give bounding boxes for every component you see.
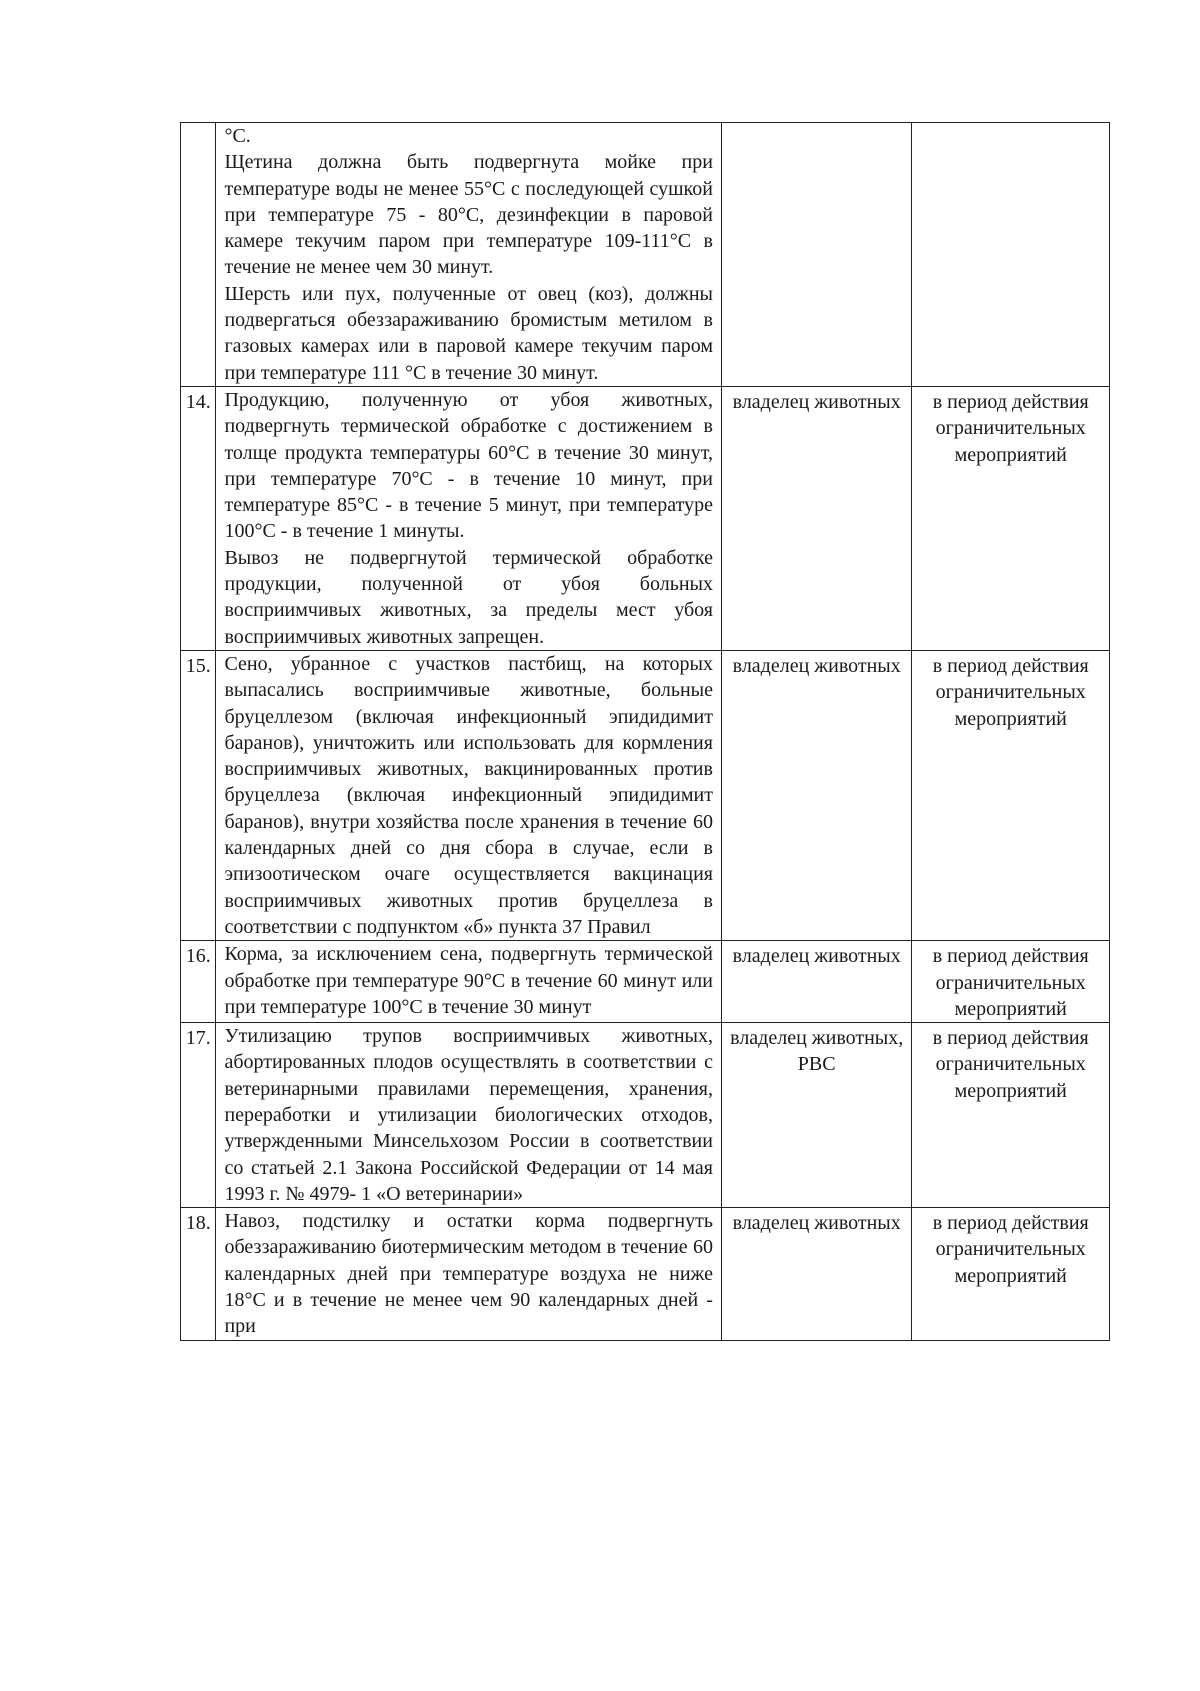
- row-number: 17.: [185, 1027, 211, 1050]
- row-number: 15.: [185, 654, 211, 677]
- responsible-text: [722, 123, 911, 125]
- responsible-text: владелец животных: [732, 654, 901, 677]
- table-row: [181, 386, 1110, 650]
- measure-paragraph: Продукцию, полученную от убоя животных, подвергнуть термической обработке с достижением в толще продукта температуры 60°С в течение 30 минут, при температуре 70°С - в течение 10 минут, при температуре 85°С - в течение 5 минут, при температуре 100°С - в течение 1 минуты.: [224, 388, 713, 543]
- measure-paragraph: Сено, убранное с участков пастбищ, на которых выпасались восприимчивые животные, больные бруцеллезом (включая инфекционный эпидидимит баранов), уничтожить или использовать для кормления восприимчивых животных, вакцинированных против бруцеллеза (включая инфекционный эпидидимит баранов), внутри хозяйства после хранения в течение 60 календарных дней со дня сбора в случае, если в эпизоотическом очаге осуществляется вакцинация восприимчивых животных против бруцеллеза в соответствии с подпунктом «б» пункта 37 Правил: [224, 652, 713, 938]
- row-number-cell: [181, 386, 216, 650]
- row-number: [181, 123, 215, 125]
- responsible-text: владелец животных, РВС: [730, 1027, 904, 1076]
- table-row: [181, 1208, 1110, 1340]
- table-row: [181, 123, 1110, 387]
- measure-cell: [216, 941, 722, 1023]
- responsible-text: владелец животных: [732, 945, 901, 968]
- measure-cell: [216, 1023, 722, 1208]
- row-number-cell: [181, 1023, 216, 1208]
- responsible-text: владелец животных: [732, 390, 901, 413]
- period-text: в период действия ограничительных мероприятий: [932, 390, 1089, 466]
- measure-paragraph: Навоз, подстилку и остатки корма подвергнуть обеззараживанию биотермическим методом в течение 60 календарных дней при температуре воздуха не ниже 18°С и в течение не менее чем 90 календарных дней - при: [224, 1210, 713, 1338]
- measures-table: [180, 122, 1110, 1341]
- period-cell: [912, 1208, 1110, 1340]
- measure-cell: [216, 650, 722, 940]
- responsible-text: владелец животных: [732, 1212, 901, 1235]
- measure-paragraph: Вывоз не подвергнутой термической обработке продукции, полученной от убоя больных восприимчивых животных, за пределы мест убоя восприимчивых животных запрещен.: [224, 546, 713, 648]
- row-number: 18.: [185, 1212, 211, 1235]
- row-number-cell: [181, 941, 216, 1023]
- measure-cell: [216, 1208, 722, 1340]
- table-row: [181, 1023, 1110, 1208]
- measure-paragraph: Шерсть или пух, полученные от овец (коз), должны подвергаться обеззараживанию бромистым метилом в газовых камерах или в паровой камере текучим паром при температуре 111 °С в течение 30 минут.: [224, 282, 713, 384]
- period-text: в период действия ограничительных мероприятий: [932, 1027, 1089, 1102]
- period-cell: [912, 386, 1110, 650]
- measure-paragraph: Утилизацию трупов восприимчивых животных, абортированных плодов осуществлять в соответствии с ветеринарными правилами перемещения, хранения, переработки и утилизации биологических отходов, утвержденными Минсельхозом России в соответствии со статьей 2.1 Закона Российской Федерации от 14 мая 1993 г. № 4979- 1 «О ветеринарии»: [224, 1025, 713, 1205]
- table-row: [181, 650, 1110, 940]
- period-cell: [912, 123, 1110, 387]
- row-number: 14.: [185, 390, 211, 413]
- responsible-cell: [721, 1023, 911, 1208]
- responsible-cell: [721, 650, 911, 940]
- measure-cell: [216, 386, 722, 650]
- table-row: [181, 941, 1110, 1023]
- measure-paragraph: Щетина должна быть подвергнута мойке при температуре воды не менее 55°С с последующей сушкой при температуре 75 - 80°С, дезинфекции в паровой камере текучим паром при температуре 109-111°С в течение не менее чем 30 минут.: [224, 151, 713, 279]
- responsible-cell: [721, 1208, 911, 1340]
- responsible-cell: [721, 123, 911, 387]
- period-text: в период действия ограничительных мероприятий: [932, 1212, 1089, 1287]
- measure-paragraph: Корма, за исключением сена, подвергнуть термической обработке при температуре 90°С в течение 60 минут или при температуре 100°С в течение 30 минут: [224, 943, 713, 1018]
- measure-paragraph: °С.: [224, 125, 251, 147]
- row-number-cell: [181, 123, 216, 387]
- row-number-cell: [181, 1208, 216, 1340]
- responsible-cell: [721, 386, 911, 650]
- period-cell: [912, 650, 1110, 940]
- responsible-cell: [721, 941, 911, 1023]
- row-number: 16.: [185, 945, 211, 968]
- period-cell: [912, 1023, 1110, 1208]
- measure-cell: [216, 123, 722, 387]
- period-text: в период действия ограничительных мероприятий: [932, 654, 1089, 730]
- row-number-cell: [181, 650, 216, 940]
- period-text: [912, 123, 1109, 125]
- period-cell: [912, 941, 1110, 1023]
- period-text: в период действия ограничительных мероприятий: [932, 945, 1089, 1020]
